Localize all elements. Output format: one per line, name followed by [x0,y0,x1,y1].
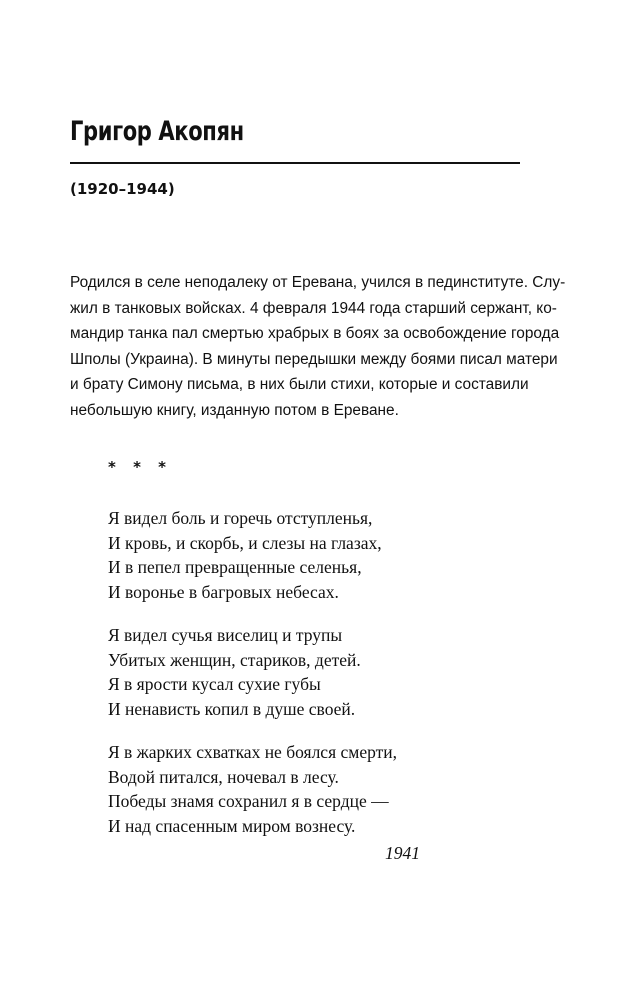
poem-body [108,506,397,857]
verse-line: Я видел сучья виселиц и трупы [108,625,343,645]
verse-line: Победы знамя сохранил я в сердце — [108,791,389,811]
verse-line: И кровь, и скорбь, и слезы на глазах, [108,532,382,553]
verse-line: Я в жарких схватках не боялся смерти, [108,742,398,762]
verse-line: И ненависть копил в душе своей. [108,698,356,719]
verse-line: Я в ярости кусал сухие губы [108,674,321,694]
biography-line: небольшую книгу, изданную потом в Ереване. [70,401,399,419]
biography-line: мандир танка пал смертью храбрых в боях за освобождение города [70,325,560,343]
verse-line: И воронье в багровых небесах. [108,581,339,602]
biography-line: жил в танковых войсках. 4 февраля 1944 года старший сержант, ко- [70,299,557,317]
poem-stanza [108,740,397,838]
biography-line: и брату Симону письма, в них были стихи, которые и составили [70,376,529,394]
verse-line: Я видел боль и горечь отступленья, [108,508,373,528]
verse-line: И над спасенным миром вознесу. [108,815,356,836]
biography-line: Шполы (Украина). В минуты передышки между боями писал матери [70,350,558,368]
poem-stanza [108,506,397,604]
verse-line: Убитых женщин, стариков, детей. [108,649,361,670]
verse-line: И в пепел превращенные селенья, [108,557,362,577]
poet-name-heading: Григор Акопян [70,116,244,147]
heading-divider [70,162,520,164]
biography-paragraph [70,270,566,424]
verse-line: Водой питался, ночевал в лесу. [108,766,339,787]
biography-line: Родился в селе неподалеку от Еревана, учился в пединституте. Слу- [70,274,566,291]
poem-separator-asterisks: * * * [108,458,172,476]
poet-life-years: (1920–1944) [70,180,175,198]
poem-date: 1941 [385,843,420,863]
poem-stanza [108,623,397,721]
